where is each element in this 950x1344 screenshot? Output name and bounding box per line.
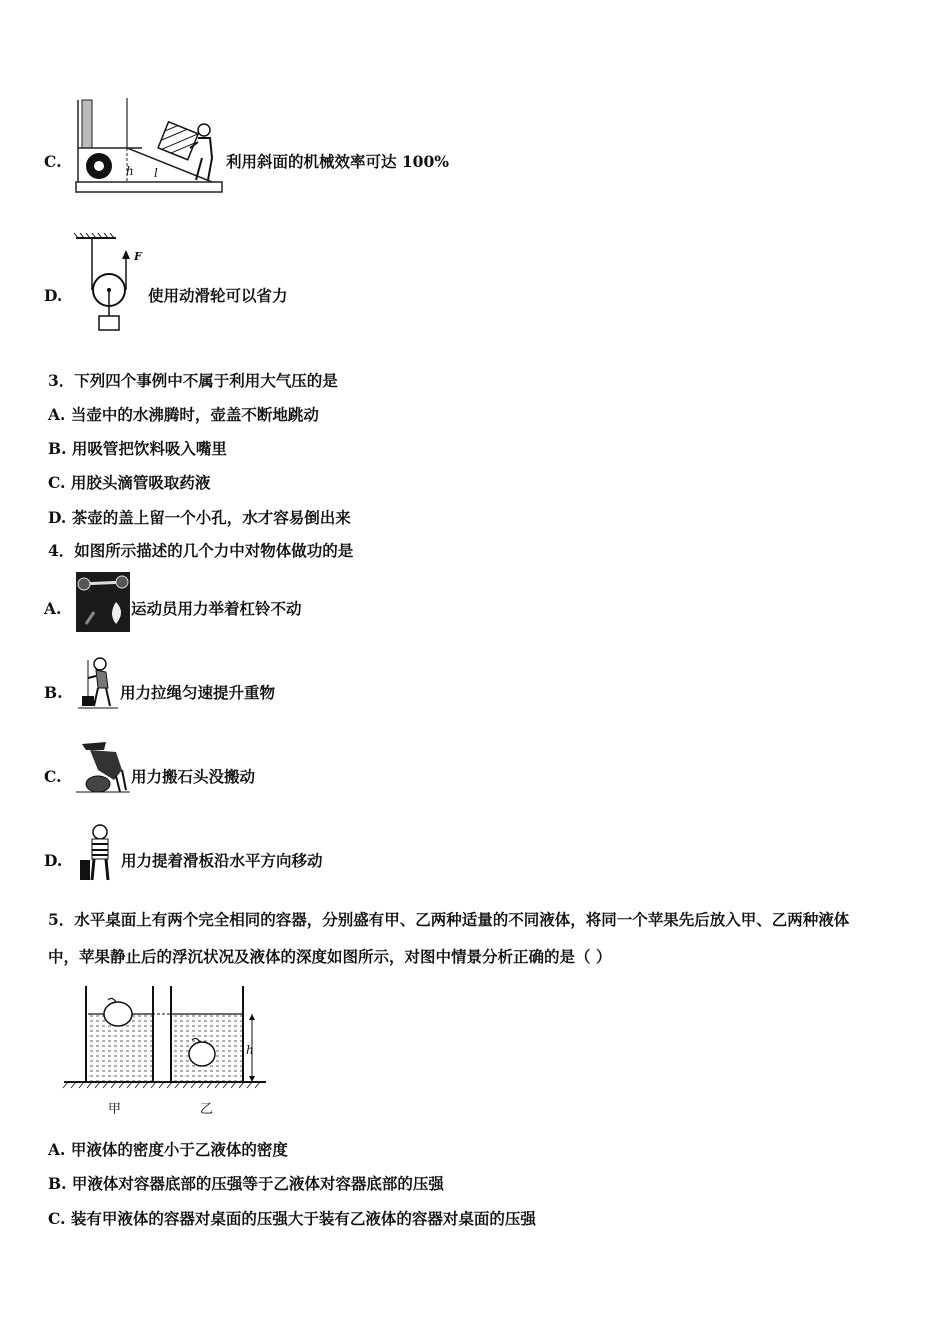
apple-containers-figure xyxy=(60,984,270,1116)
q4-option-d-letter: D. xyxy=(44,851,63,870)
q4-option-a-letter: A. xyxy=(44,599,62,618)
incline-l-label: l xyxy=(154,166,158,180)
q2-option-c-letter: C. xyxy=(44,152,62,171)
q3-option-c xyxy=(48,473,210,493)
q3-option-d xyxy=(48,508,351,528)
q3-option-a-text: 当壶中的水沸腾时，壶盖不断地跳动 xyxy=(70,405,319,424)
container-jia-label: 甲 xyxy=(108,1102,122,1117)
q3-option-a-letter: A. xyxy=(48,405,66,424)
q4-stem: 4．如图所示描述的几个力中对物体做功的是 xyxy=(48,541,354,560)
q5-option-a xyxy=(48,1140,288,1160)
movable-pulley-figure xyxy=(72,232,148,334)
q3-stem: 3．下列四个事例中不属于利用大气压的是 xyxy=(48,371,338,390)
container-h-label: h xyxy=(246,1043,254,1057)
q3-option-a xyxy=(48,405,319,425)
weightlifter-image xyxy=(76,572,130,632)
q5-stem-line2: 中，苹果静止后的浮沉状况及液体的深度如图所示，对图中情景分析正确的是（ ） xyxy=(48,947,612,966)
q2-option-d-letter: D. xyxy=(44,286,63,305)
carrying-skateboard-image xyxy=(76,824,122,884)
rope-pulling-image xyxy=(76,656,120,710)
q4-option-a-text: 运动员用力举着杠铃不动 xyxy=(131,599,302,618)
q4-option-c-text: 用力搬石头没搬动 xyxy=(131,767,256,786)
q3-option-b xyxy=(48,439,227,459)
q3-option-b-text: 用吸管把饮料吸入嘴里 xyxy=(71,439,227,458)
q5-option-c-text: 装有甲液体的容器对桌面的压强大于装有乙液体的容器对桌面的压强 xyxy=(70,1209,536,1228)
q5-option-b-text: 甲液体对容器底部的压强等于乙液体对容器底部的压强 xyxy=(71,1174,444,1193)
lifting-stone-image xyxy=(76,740,130,794)
q3-option-b-letter: B. xyxy=(48,439,67,458)
q4-option-b-letter: B. xyxy=(44,683,63,702)
q5-option-c-letter: C. xyxy=(48,1209,66,1228)
q5-option-a-letter: A. xyxy=(48,1140,66,1159)
q5-option-c xyxy=(48,1209,536,1229)
q4-option-d-text: 用力提着滑板沿水平方向移动 xyxy=(121,851,323,870)
q5-option-b xyxy=(48,1174,444,1194)
incline-figure xyxy=(72,96,224,200)
q3-option-c-letter: C. xyxy=(48,473,66,492)
q3-option-d-letter: D. xyxy=(48,508,67,527)
q5-option-b-letter: B. xyxy=(48,1174,67,1193)
q2-option-d-text: 使用动滑轮可以省力 xyxy=(148,286,288,305)
q5-stem-line1: 5．水平桌面上有两个完全相同的容器，分别盛有甲、乙两种适量的不同液体，将同一个苹果先后放入甲、乙两种液体 xyxy=(48,910,850,929)
container-yi-label: 乙 xyxy=(200,1102,214,1117)
q2-option-c-text: 利用斜面的机械效率可达 100% xyxy=(226,152,449,171)
q5-option-a-text: 甲液体的密度小于乙液体的密度 xyxy=(70,1140,288,1159)
q4-option-b-text: 用力拉绳匀速提升重物 xyxy=(120,683,276,702)
q4-option-c-letter: C. xyxy=(44,767,62,786)
q3-option-d-text: 茶壶的盖上留一个小孔，水才容易倒出来 xyxy=(71,508,351,527)
incline-h-label: h xyxy=(126,164,134,178)
q3-option-c-text: 用胶头滴管吸取药液 xyxy=(70,473,211,492)
pulley-force-label: F xyxy=(134,250,142,263)
